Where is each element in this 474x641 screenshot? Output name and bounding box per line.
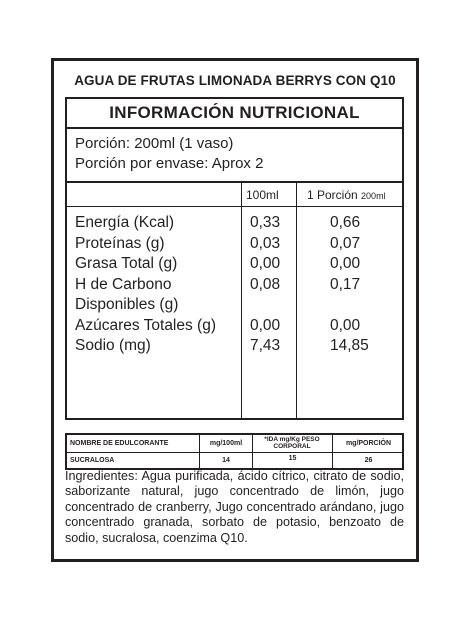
sweetener-header-ida: *IDA mg/Kg PESO CORPORAL: [264, 436, 320, 450]
nutrient-value-portion: 0,00: [330, 255, 361, 272]
column-divider: [296, 181, 297, 418]
nutrient-value-100ml: 0,08: [250, 275, 281, 293]
portion-label: 1 Porción: [307, 188, 358, 202]
nutrient-label-carbs-available: Disponibles (g): [75, 296, 179, 313]
column-divider: [241, 181, 242, 418]
nutrient-value-100ml: 0,00: [250, 316, 281, 334]
sweetener-name: SUCRALOSA: [70, 457, 115, 464]
nutrient-value-portion: 0,17: [330, 275, 361, 293]
nutrient-value-100ml: 0,00: [250, 255, 281, 272]
divider: [67, 206, 402, 207]
sweetener-header-mg-portion: mg/PORCIÓN: [345, 440, 392, 447]
divider: [67, 181, 402, 183]
nutrient-label-carbs: H de Carbono: [75, 275, 172, 293]
product-name: AGUA DE FRUTAS LIMONADA BERRYS CON Q10: [74, 73, 396, 88]
nutrition-label: [51, 58, 419, 562]
nutrient-value-portion: 0,00: [330, 316, 361, 334]
nutrient-value-100ml: 7,43: [250, 337, 281, 354]
nutrient-label-protein: Proteínas (g): [75, 234, 165, 252]
nutrient-value-portion: 14,85: [330, 337, 369, 354]
nutrient-value-100ml: 0,03: [250, 234, 281, 252]
divider: [67, 127, 402, 129]
sweetener-ida: 15: [288, 455, 297, 462]
column-header-100ml: 100ml: [246, 188, 279, 202]
nutrient-value-portion: 0,07: [330, 234, 361, 252]
ingredients-text: Ingredientes: Agua purificada, ácido cítrico, citrato de sodio, saborizante natural, jugo concentrado de limón, jugo concentrado de cranberry, Jugo concentrado arándano, jugo concentrado granada, sorbato de potasio, benzoato de sodio, sucralosa, coenzima Q10.: [65, 469, 404, 545]
serving-size: Porción: 200ml (1 vaso): [75, 135, 234, 152]
column-divider: [252, 435, 253, 468]
nutrient-label-fat: Grasa Total (g): [75, 255, 178, 272]
nutrition-title: INFORMACIÓN NUTRICIONAL: [109, 103, 360, 122]
portion-unit: 200ml: [361, 191, 386, 201]
nutrient-value-100ml: 0,33: [250, 214, 281, 231]
sweetener-header-name: NOMBRE DE EDULCORANTE: [70, 440, 169, 447]
sweetener-header-mg100: mg/100ml: [209, 440, 243, 447]
sweetener-mg-portion: 26: [364, 457, 373, 464]
column-header-portion: [307, 188, 386, 202]
nutrient-value-portion: 0,66: [330, 214, 361, 231]
divider: [67, 452, 402, 453]
nutrition-facts-panel: [65, 97, 404, 420]
nutrient-label-energy: Energía (Kcal): [75, 214, 175, 231]
sweetener-table: [65, 433, 404, 470]
sweetener-mg100: 14: [222, 457, 230, 464]
nutrient-label-sodium: Sodio (mg): [75, 337, 151, 354]
servings-per-container: Porción por envase: Aprox 2: [75, 155, 264, 172]
nutrient-label-sugars: Azúcares Totales (g): [75, 316, 216, 334]
